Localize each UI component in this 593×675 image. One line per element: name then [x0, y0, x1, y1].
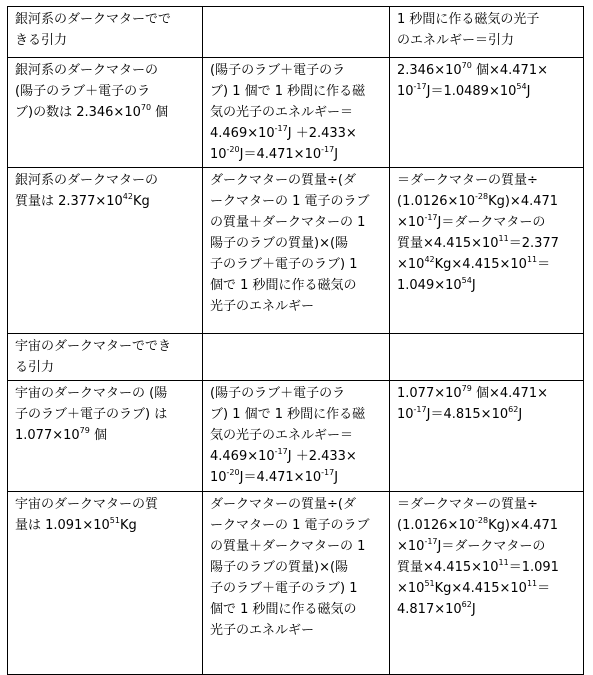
- table-cell: [8, 334, 203, 381]
- cell-text-line: (陽子のラブ＋電子のラ: [210, 386, 346, 401]
- cell-text-line: 個で 1 秒間に作る磁気の: [210, 602, 357, 617]
- cell-text-line: 子のラブ＋電子のラブ) 1: [210, 581, 358, 596]
- exponent: -17: [413, 405, 427, 414]
- exponent: 70: [140, 103, 152, 112]
- cell-text-line: 宇宙のダークマターの (陽: [15, 386, 168, 401]
- table-cell: [8, 168, 203, 334]
- exponent: 54: [461, 276, 472, 285]
- cell-text-line: 個で 1 秒間に作る磁気の: [210, 278, 357, 293]
- table-cell: [8, 58, 203, 168]
- exponent: 11: [526, 579, 538, 588]
- cell-text-line: ブ) 1 個で 1 秒間に作る磁: [210, 84, 366, 99]
- exponent: 70: [461, 61, 472, 70]
- exponent: -20: [226, 468, 240, 477]
- table-cell: [203, 168, 390, 334]
- cell-text-line: ブ) 1 個で 1 秒間に作る磁: [210, 407, 366, 422]
- cell-text-line: $1.049\times 10^{54}J$: [397, 276, 476, 293]
- cell-text-line: 質量$\times 4.415\times 10^{11}=2.377$: [397, 234, 559, 251]
- exponent: 54: [516, 82, 527, 91]
- exponent: -17: [274, 124, 288, 133]
- cell-text-line: 量は $1.091\times 10^{51}Kg$: [15, 516, 137, 533]
- cell-text-line: $10^{-20}J=4.471\times 10^{-17}J$: [210, 468, 339, 485]
- table-row: [8, 492, 584, 675]
- cell-text-line: (陽子のラブ＋電子のラ: [15, 84, 151, 99]
- table-row: [8, 58, 584, 168]
- cell-text-line: 質量は $2.377\times 10^{42}Kg$: [15, 192, 150, 209]
- cell-text-line: $2.346\times 10^{70}$ 個×4.471×: [397, 61, 548, 78]
- cell-text-line: $1.077\times 10^{79}$ 個×4.471×: [397, 384, 548, 401]
- cell-text-line: $1.077\times 10^{79}$ 個: [15, 426, 107, 443]
- cell-text-line: ＝ダークマターの質量÷: [397, 173, 538, 188]
- cell-text-line: $\times 10^{42}Kg\times 4.415\times 10^{11}=$: [397, 255, 551, 272]
- table-cell: [203, 492, 390, 675]
- cell-text-line: ブ)の数は $2.346\times 10^{70}$ 個: [15, 103, 169, 120]
- cell-text-line: $4.817\times 10^{62}J$: [397, 600, 476, 617]
- exponent: -28: [475, 516, 489, 525]
- cell-text-line: $\times 10^{-17}J=$ダークマターの: [397, 537, 546, 554]
- table-row: [8, 334, 584, 381]
- table-cell: [390, 492, 584, 675]
- exponent: 42: [122, 192, 133, 201]
- cell-text-line: 銀河系のダークマターの: [15, 63, 159, 78]
- cell-text-line: ークマターの 1 電子のラブ: [210, 518, 370, 533]
- cell-text-line: $(1.0126\times 10^{-28}Kg)\times 4.471$: [397, 192, 559, 209]
- table-cell: [203, 58, 390, 168]
- exponent: 11: [498, 558, 509, 567]
- table-cell: [203, 7, 390, 58]
- data-table: [7, 6, 584, 675]
- exponent: -28: [475, 192, 489, 201]
- exponent: 11: [526, 255, 538, 264]
- cell-text-line: $10^{-17}J=1.0489\times 10^{54}J$: [397, 82, 531, 99]
- cell-text-line: 銀河系のダークマターの: [15, 173, 159, 188]
- cell-text-line: 宇宙のダークマターの質: [15, 497, 159, 512]
- table-cell: [390, 381, 584, 492]
- table-row: [8, 7, 584, 58]
- table-cell: [203, 334, 390, 381]
- table-row: [8, 381, 584, 492]
- cell-text-line: $(1.0126\times 10^{-28}Kg)\times 4.471$: [397, 516, 559, 533]
- table-cell: [8, 381, 203, 492]
- cell-text-line: 気の光子のエネルギー＝: [210, 428, 354, 443]
- exponent: 11: [498, 234, 509, 243]
- cell-text-line: 気の光子のエネルギー＝: [210, 105, 354, 120]
- table-cell: [8, 492, 203, 675]
- exponent: -17: [321, 468, 335, 477]
- cell-text-line: (陽子のラブ＋電子のラ: [210, 63, 346, 78]
- cell-text-line: ダークマターの質量÷(ダ: [210, 173, 356, 188]
- cell-text-line: $10^{-17}J=4.815\times 10^{62}J$: [397, 405, 523, 422]
- exponent: 62: [508, 405, 519, 414]
- cell-text-line: 陽子のラブの質量)×(陽: [210, 560, 349, 575]
- cell-text-line: $10^{-20}J=4.471\times 10^{-17}J$: [210, 145, 339, 162]
- cell-text-line: 子のラブ＋電子のラブ) 1: [210, 257, 358, 272]
- cell-text-line: $\times 10^{51}Kg\times 4.415\times 10^{11}=$: [397, 579, 551, 596]
- exponent: 51: [109, 516, 120, 525]
- table-cell: [390, 7, 584, 58]
- cell-text-line: ＝ダークマターの質量÷: [397, 497, 538, 512]
- cell-text-line: 光子のエネルギー: [210, 299, 315, 314]
- exponent: 79: [461, 384, 472, 393]
- table-cell: [390, 58, 584, 168]
- cell-text-line: きる引力: [15, 33, 68, 48]
- exponent: -17: [321, 145, 335, 154]
- table-cell: [390, 334, 584, 381]
- table-row: [8, 168, 584, 334]
- cell-text-line: 銀河系のダークマターでで: [15, 12, 172, 27]
- table-cell: [390, 168, 584, 334]
- cell-text-line: 光子のエネルギー: [210, 623, 315, 638]
- exponent: -17: [424, 213, 438, 222]
- table-cell: [8, 7, 203, 58]
- cell-text-line: 陽子のラブの質量)×(陽: [210, 236, 349, 251]
- exponent: 42: [424, 255, 435, 264]
- exponent: -17: [413, 82, 427, 91]
- exponent: 79: [79, 426, 90, 435]
- cell-text-line: $4.469\times 10^{-17}J +2.433\times$: [210, 447, 357, 464]
- cell-text-line: のエネルギー＝引力: [397, 33, 515, 48]
- cell-text-line: 質量$\times 4.415\times 10^{11}=1.091$: [397, 558, 559, 575]
- cell-text-line: ークマターの 1 電子のラブ: [210, 194, 370, 209]
- cell-text-line: $\times 10^{-17}J=$ダークマターの: [397, 213, 546, 230]
- cell-text-line: 1 秒間に作る磁気の光子: [397, 12, 540, 27]
- cell-text-line: の質量＋ダークマターの 1: [210, 215, 366, 230]
- exponent: 51: [424, 579, 435, 588]
- cell-text-line: の質量＋ダークマターの 1: [210, 539, 366, 554]
- table-cell: [203, 381, 390, 492]
- exponent: 62: [461, 600, 472, 609]
- exponent: -17: [274, 447, 288, 456]
- exponent: -17: [424, 537, 438, 546]
- table-body: [8, 7, 584, 675]
- cell-text-line: $4.469\times 10^{-17}J +2.433\times$: [210, 124, 357, 141]
- exponent: -20: [226, 145, 240, 154]
- cell-text-line: ダークマターの質量÷(ダ: [210, 497, 356, 512]
- cell-text-line: る引力: [15, 360, 55, 375]
- cell-text-line: 子のラブ＋電子のラブ) は: [15, 407, 168, 422]
- cell-text-line: 宇宙のダークマターででき: [15, 339, 172, 354]
